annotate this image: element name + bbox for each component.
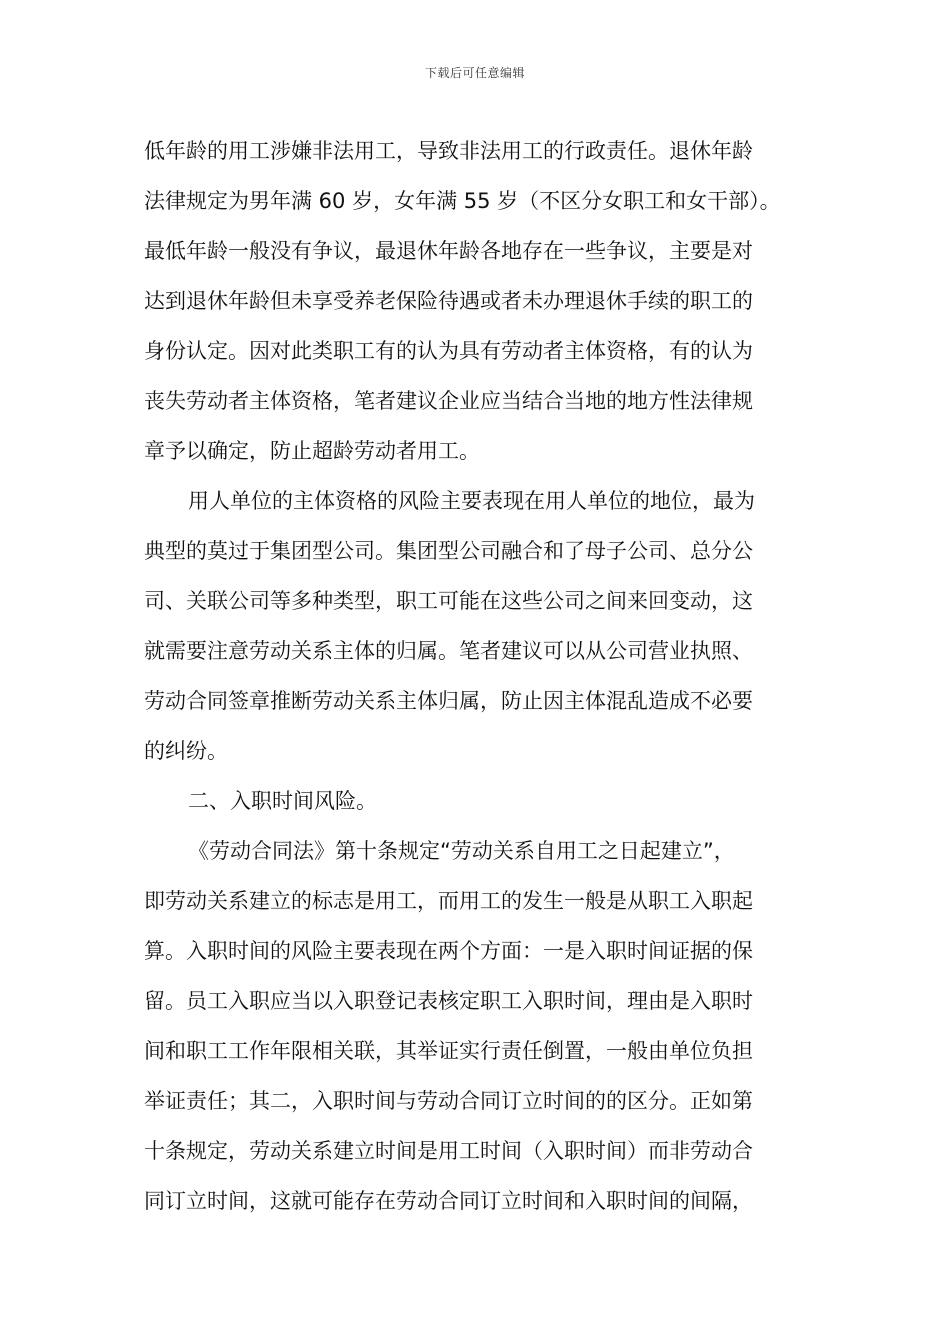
text-line: 同订立时间，这就可能存在劳动合同订立时间和入职时间的间隔， <box>144 1189 753 1213</box>
document-body <box>144 126 820 1226</box>
text-line: 劳动合同签章推断劳动关系主体归属，防止因主体混乱造成不必要 <box>144 689 753 713</box>
text-line: 法律规定为男年满 60 岁，女年满 55 岁（不区分女职工和女干部）。 <box>144 189 781 213</box>
text-line: 留。员工入职应当以入职登记表核定职工入职时间，理由是入职时 <box>144 989 753 1013</box>
page-header-note: 下载后可任意编辑 <box>424 66 525 80</box>
text-line: 即劳动关系建立的标志是用工，而用工的发生一般是从职工入职起 <box>144 889 753 913</box>
paragraph-first-line: 《劳动合同法》第十条规定“劳动关系自用工之日起建立”， <box>188 839 735 863</box>
paragraph-first-line: 用人单位的主体资格的风险主要表现在用人单位的地位，最为 <box>188 489 755 513</box>
text-line: 算。入职时间的风险主要表现在两个方面：一是入职时间证据的保 <box>144 939 753 963</box>
text-line: 身份认定。因对此类职工有的认为具有劳动者主体资格，有的认为 <box>144 339 753 363</box>
text-line: 就需要注意劳动关系主体的归属。笔者建议可以从公司营业执照、 <box>144 639 753 663</box>
text-line: 的纠纷。 <box>144 739 228 763</box>
text-line: 司、关联公司等多种类型，职工可能在这些公司之间来回变动，这 <box>144 589 753 613</box>
text-line: 低年龄的用工涉嫌非法用工，导致非法用工的行政责任。退休年龄 <box>144 139 753 163</box>
text-line: 最低年龄一般没有争议，最退休年龄各地存在一些争议，主要是对 <box>144 239 753 263</box>
text-line: 举证责任；其二，入职时间与劳动合同订立时间的的区分。正如第 <box>144 1089 753 1113</box>
text-line: 章予以确定，防止超龄劳动者用工。 <box>144 439 480 463</box>
text-line: 典型的莫过于集团型公司。集团型公司融合和了母子公司、总分公 <box>144 539 753 563</box>
text-line: 达到退休年龄但未享受养老保险待遇或者未办理退休手续的职工的 <box>144 289 753 313</box>
text-line: 间和职工工作年限相关联，其举证实行责任倒置，一般由单位负担 <box>144 1039 753 1063</box>
section-heading: 二、入职时间风险。 <box>188 789 377 813</box>
text-line: 十条规定，劳动关系建立时间是用工时间（入职时间）而非劳动合 <box>144 1139 753 1163</box>
text-line: 丧失劳动者主体资格，笔者建议企业应当结合当地的地方性法律规 <box>144 389 753 413</box>
